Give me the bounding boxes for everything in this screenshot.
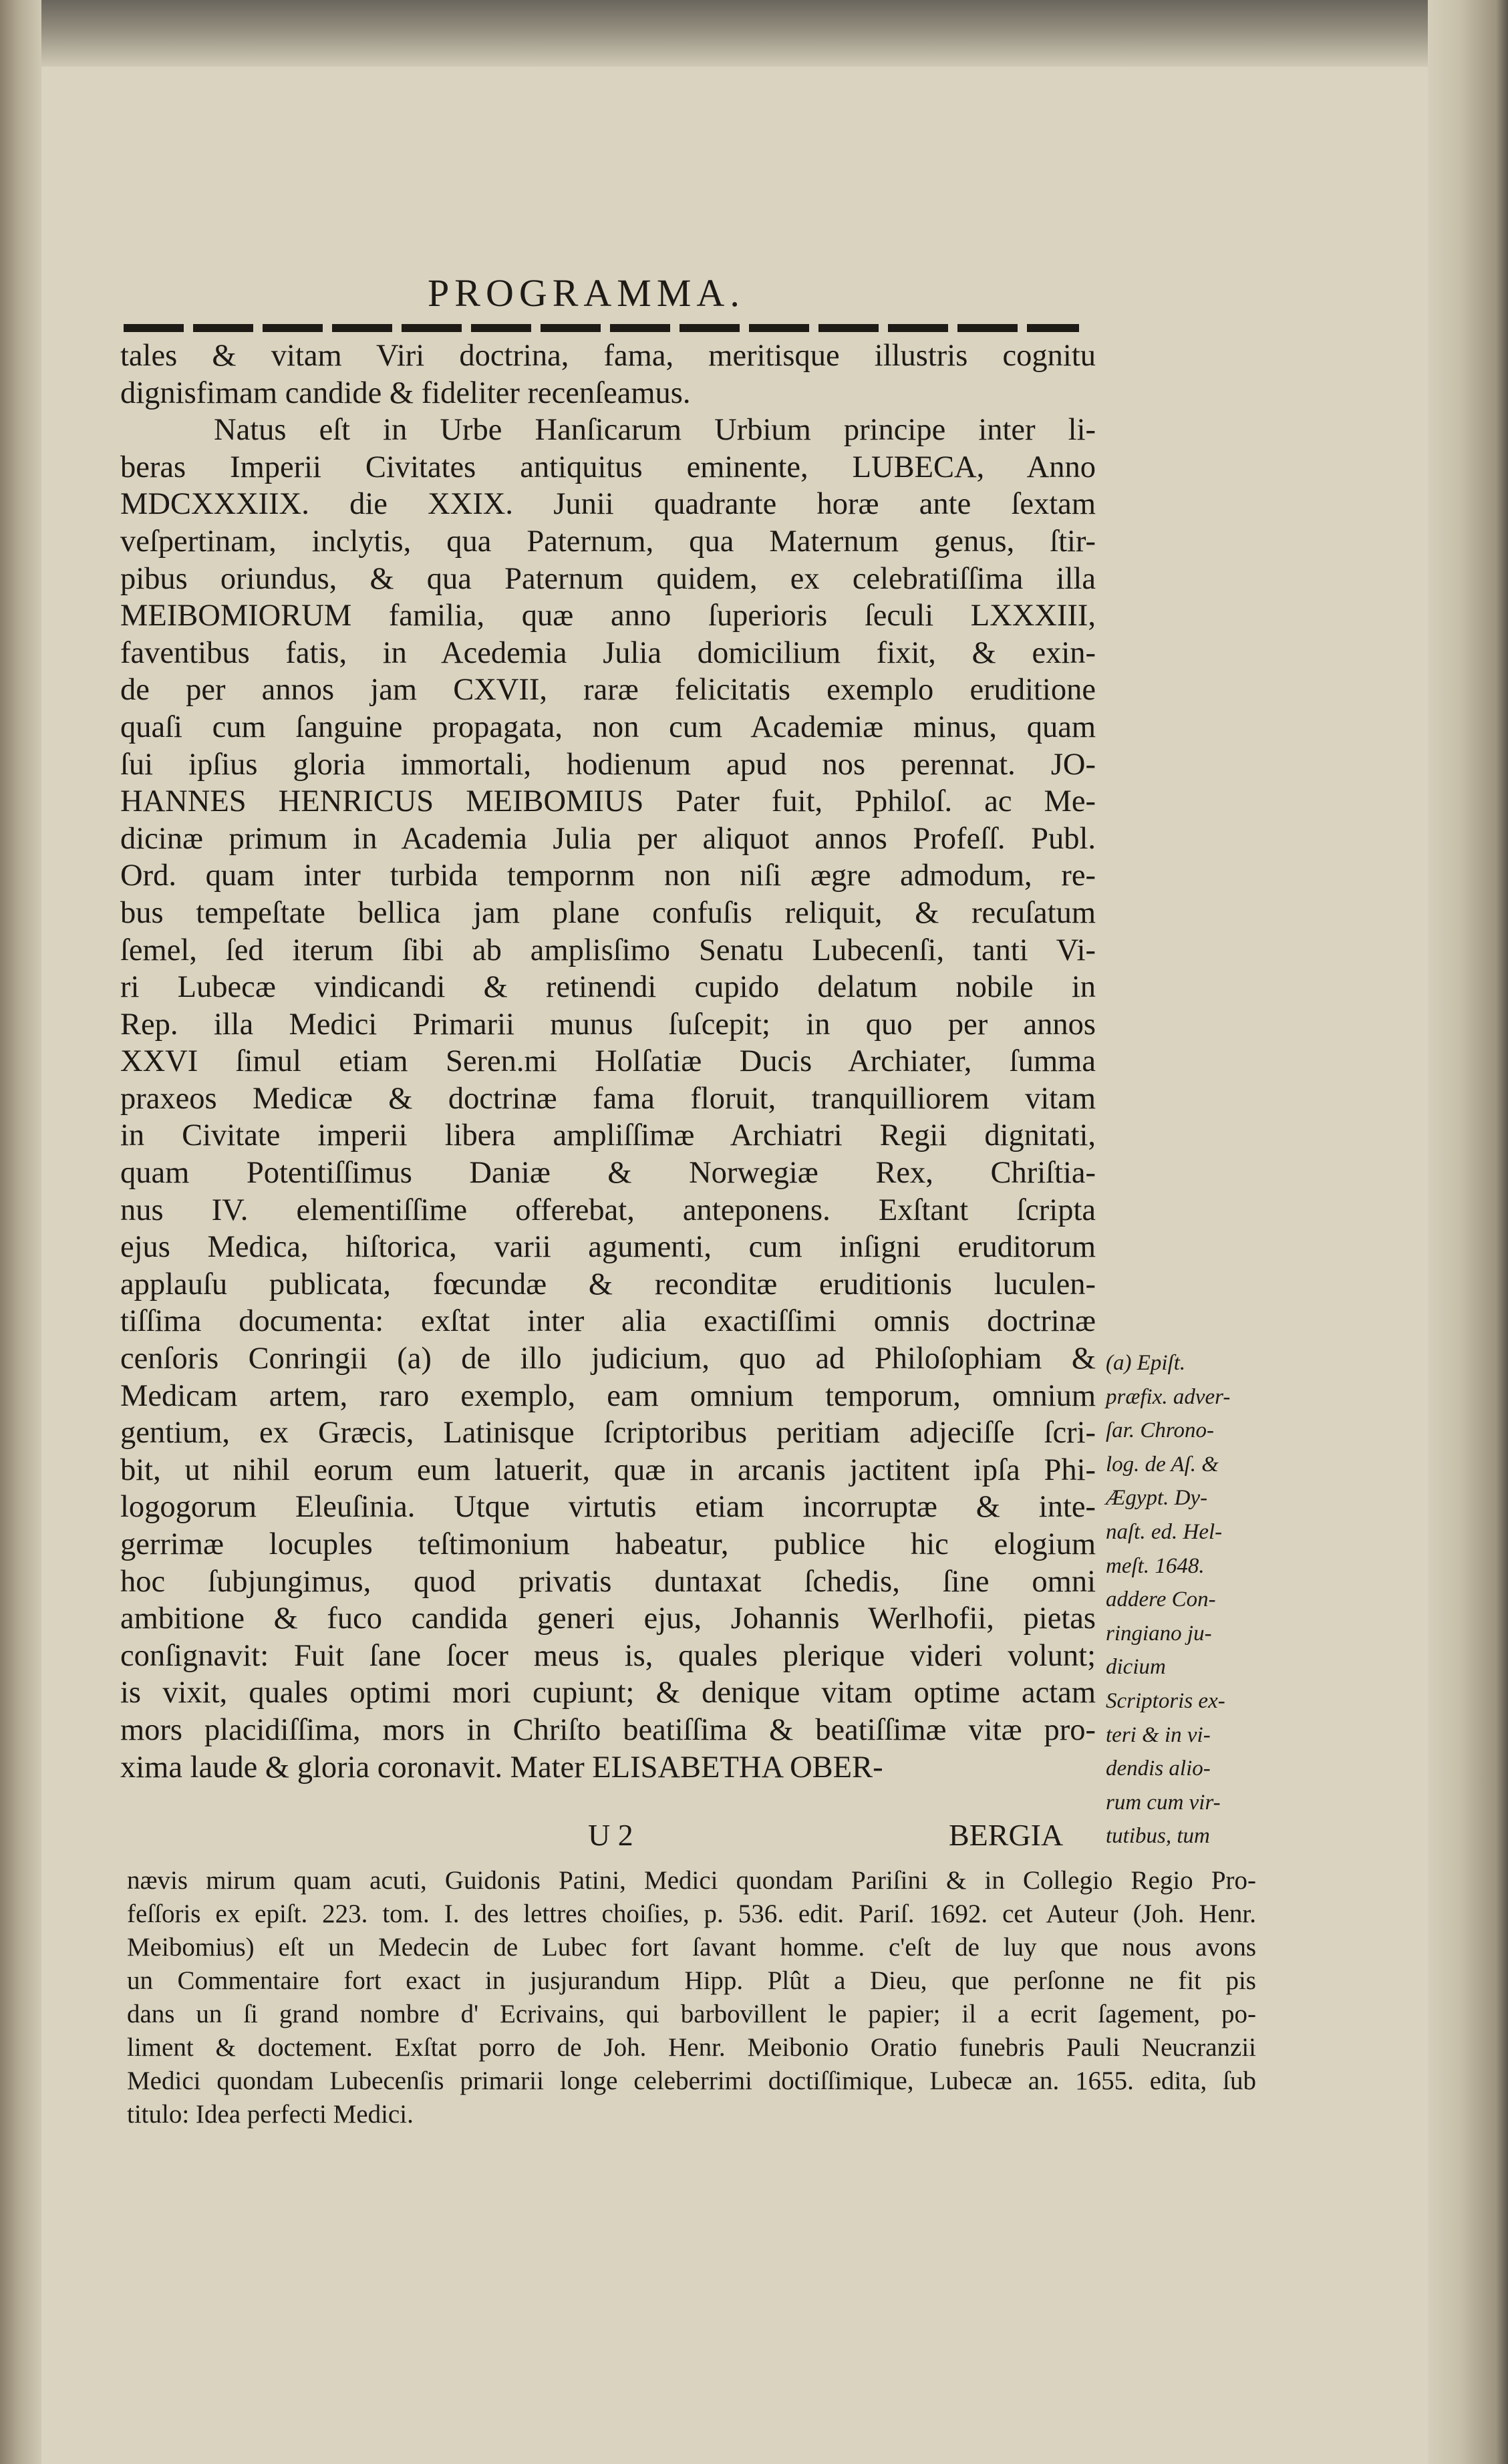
footnote-line: titulo: Idea perfecti Medici. <box>127 2100 414 2129</box>
margin-note-line: rum cum vir- <box>1106 1790 1221 1815</box>
header-rule <box>124 324 1079 332</box>
margin-note-line: log. de Aſ. & <box>1106 1452 1219 1477</box>
body-line: XXVI ſimul etiam Seren.mi Holſatiæ Ducis Archiater, ſumma <box>120 1044 1096 1079</box>
body-line: logogorum Eleuſinia. Utque virtutis etiam incorruptæ & inte- <box>120 1490 1096 1525</box>
body-line: in Civitate imperii libera ampliſſimæ Archiatri Regii dignitati, <box>120 1118 1096 1153</box>
margin-note <box>1106 1346 1300 1853</box>
margin-note-line: (a) Epiſt. <box>1106 1351 1186 1375</box>
body-line: is vixit, quales optimi mori cupiunt; & denique vitam optime actam <box>120 1676 1096 1710</box>
body-line: pibus oriundus, & qua Paternum quidem, ex celebratiſſima illa <box>120 561 1096 596</box>
margin-note-line: tutibus, tum <box>1106 1824 1210 1849</box>
body-line: tales & vitam Viri doctrina, fama, meritisque illustris cognitu <box>120 339 1096 373</box>
body-line: ambitione & fuco candida generi ejus, Johannis Werlhofii, pietas <box>120 1601 1096 1636</box>
catchword: BERGIA <box>949 1818 1064 1852</box>
margin-note-line: meſt. 1648. <box>1106 1553 1205 1578</box>
body-line: Ord. quam inter turbida tempornm non niſi ægre admodum, re- <box>120 859 1096 893</box>
body-line: ſemel, ſed iterum ſibi ab amplisſimo Senatu Lubecenſi, tanti Vi- <box>120 933 1096 967</box>
body-line: ejus Medica, hiſtorica, varii agumenti, cum inſigni eruditorum <box>120 1230 1096 1265</box>
margin-note-line: Scriptoris ex- <box>1106 1688 1225 1713</box>
body-line: nus IV. elementiſſime offerebat, anteponens. Exſtant ſcripta <box>120 1193 1096 1227</box>
footnote-line: un Commentaire fort exact in jusjurandum Hipp. Plût a Dieu, que perſonne ne fit pis <box>127 1966 1256 1995</box>
top-edge-shadow <box>41 0 1508 67</box>
margin-note-line: Ægypt. Dy- <box>1106 1486 1208 1511</box>
body-line: conſignavit: Fuit ſane ſocer meus is, quales plerique videri volunt; <box>120 1638 1096 1673</box>
footnote-line: Meibomius) eſt un Medecin de Lubec fort ſavant homme. c'eſt de luy que nous avons <box>127 1933 1256 1962</box>
body-line: bit, ut nihil eorum eum latuerit, quæ in arcanis jactitent ipſa Phi- <box>120 1452 1096 1487</box>
body-line: xima laude & gloria coronavit. Mater ELISABETHA OBER- <box>120 1750 883 1785</box>
book-spine <box>0 0 41 2464</box>
main-text-block <box>120 337 1096 1786</box>
footnote-block <box>127 1864 1256 2131</box>
running-header: PROGRAMMA. <box>428 271 745 315</box>
body-line: hoc ſubjungimus, quod privatis duntaxat ſchedis, ſine omni <box>120 1564 1096 1599</box>
margin-note-line: præfix. adver- <box>1106 1384 1231 1409</box>
margin-note-line: teri & in vi- <box>1106 1722 1211 1747</box>
margin-note-line: addere Con- <box>1106 1587 1216 1612</box>
footnote-line: feſſoris ex epiſt. 223. tom. I. des lettres choiſies, p. 536. edit. Pariſ. 1692. cet Auteur (Joh. Henr. <box>127 1899 1256 1928</box>
body-line: MDCXXXIIX. die XXIX. Junii quadrante horæ ante ſextam <box>120 487 1096 522</box>
footnote-line: dans un ſi grand nombre d' Ecrivains, qui barbovillent le papier; il a ecrit ſagement, po- <box>127 2000 1256 2028</box>
body-line: Rep. illa Medici Primarii munus ſuſcepit; in quo per annos <box>120 1007 1096 1042</box>
body-line: ri Lubecæ vindicandi & retinendi cupido delatum nobile in <box>120 970 1096 1005</box>
margin-note-line: ringiano ju- <box>1106 1621 1212 1646</box>
footnote-line: nævis mirum quam acuti, Guidonis Patini, Medici quondam Pariſini & in Collegio Regio Pro- <box>127 1866 1256 1895</box>
body-line: cenſoris Conringii (a) de illo judicium, quo ad Philoſophiam & <box>120 1342 1096 1376</box>
footnote-line: liment & doctement. Exſtat porro de Joh. Henr. Meibonio Oratio funebris Pauli Neucranzii <box>127 2033 1256 2062</box>
body-line: HANNES HENRICUS MEIBOMIUS Pater fuit, Pphiloſ. ac Me- <box>120 784 1096 819</box>
body-line: bus tempeſtate bellica jam plane confuſis reliquit, & recuſatum <box>120 895 1096 930</box>
body-line: Natus eſt in Urbe Hanſicarum Urbium principe inter li- <box>214 413 1096 448</box>
body-line: gentium, ex Græcis, Latinisque ſcriptoribus peritiam adjeciſſe ſcri- <box>120 1416 1096 1450</box>
body-line: applauſu publicata, fœcundæ & reconditæ eruditionis luculen- <box>120 1267 1096 1301</box>
margin-note-line: dicium <box>1106 1655 1166 1680</box>
body-line: ſui ipſius gloria immortali, hodienum apud nos perennat. JO- <box>120 747 1096 782</box>
body-line: de per annos jam CXVII, raræ felicitatis exemplo eruditione <box>120 673 1096 708</box>
body-line: Medicam artem, raro exemplo, eam omnium temporum, omnium <box>120 1378 1096 1413</box>
margin-note-line: ſar. Chrono- <box>1106 1418 1214 1443</box>
body-line: dignisfimam candide & fideliter recenſeamus. <box>120 375 691 410</box>
body-line: quaſi cum ſanguine propagata, non cum Academiæ minus, quam <box>120 710 1096 744</box>
footnote-line: Medici quondam Lubecenſis primarii longe celeberrimi doctiſſimique, Lubecæ an. 1655. edita, ſub <box>127 2066 1256 2095</box>
body-line: beras Imperii Civitates antiquitus eminente, LUBECA, Anno <box>120 450 1096 484</box>
body-line: veſpertinam, inclytis, qua Paternum, qua Maternum genus, ſtir- <box>120 524 1096 559</box>
signature-mark: U 2 <box>588 1818 633 1852</box>
margin-note-line: naſt. ed. Hel- <box>1106 1519 1223 1544</box>
body-line: MEIBOMIORUM familia, quæ anno ſuperioris ſeculi LXXXIII, <box>120 599 1096 633</box>
body-line: faventibus fatis, in Acedemia Julia domicilium fixit, & exin- <box>120 635 1096 670</box>
body-line: gerrimæ locuples teſtimonium habeatur, publice hic elogium <box>120 1527 1096 1561</box>
body-line: praxeos Medicæ & doctrinæ fama floruit, tranquilliorem vitam <box>120 1081 1096 1116</box>
body-line: quam Potentiſſimus Daniæ & Norwegiæ Rex, Chriſtia- <box>120 1156 1096 1191</box>
body-line: mors placidiſſima, mors in Chriſto beatiſſima & beatiſſimæ vitæ pro- <box>120 1712 1096 1747</box>
page-fore-edge <box>1428 0 1508 2464</box>
margin-note-line: dendis alio- <box>1106 1756 1211 1781</box>
body-line: dicinæ primum in Academia Julia per aliquot annos Profeſſ. Publ. <box>120 821 1096 856</box>
body-line: tiſſima documenta: exſtat inter alia exactiſſimi omnis doctrinæ <box>120 1304 1096 1339</box>
